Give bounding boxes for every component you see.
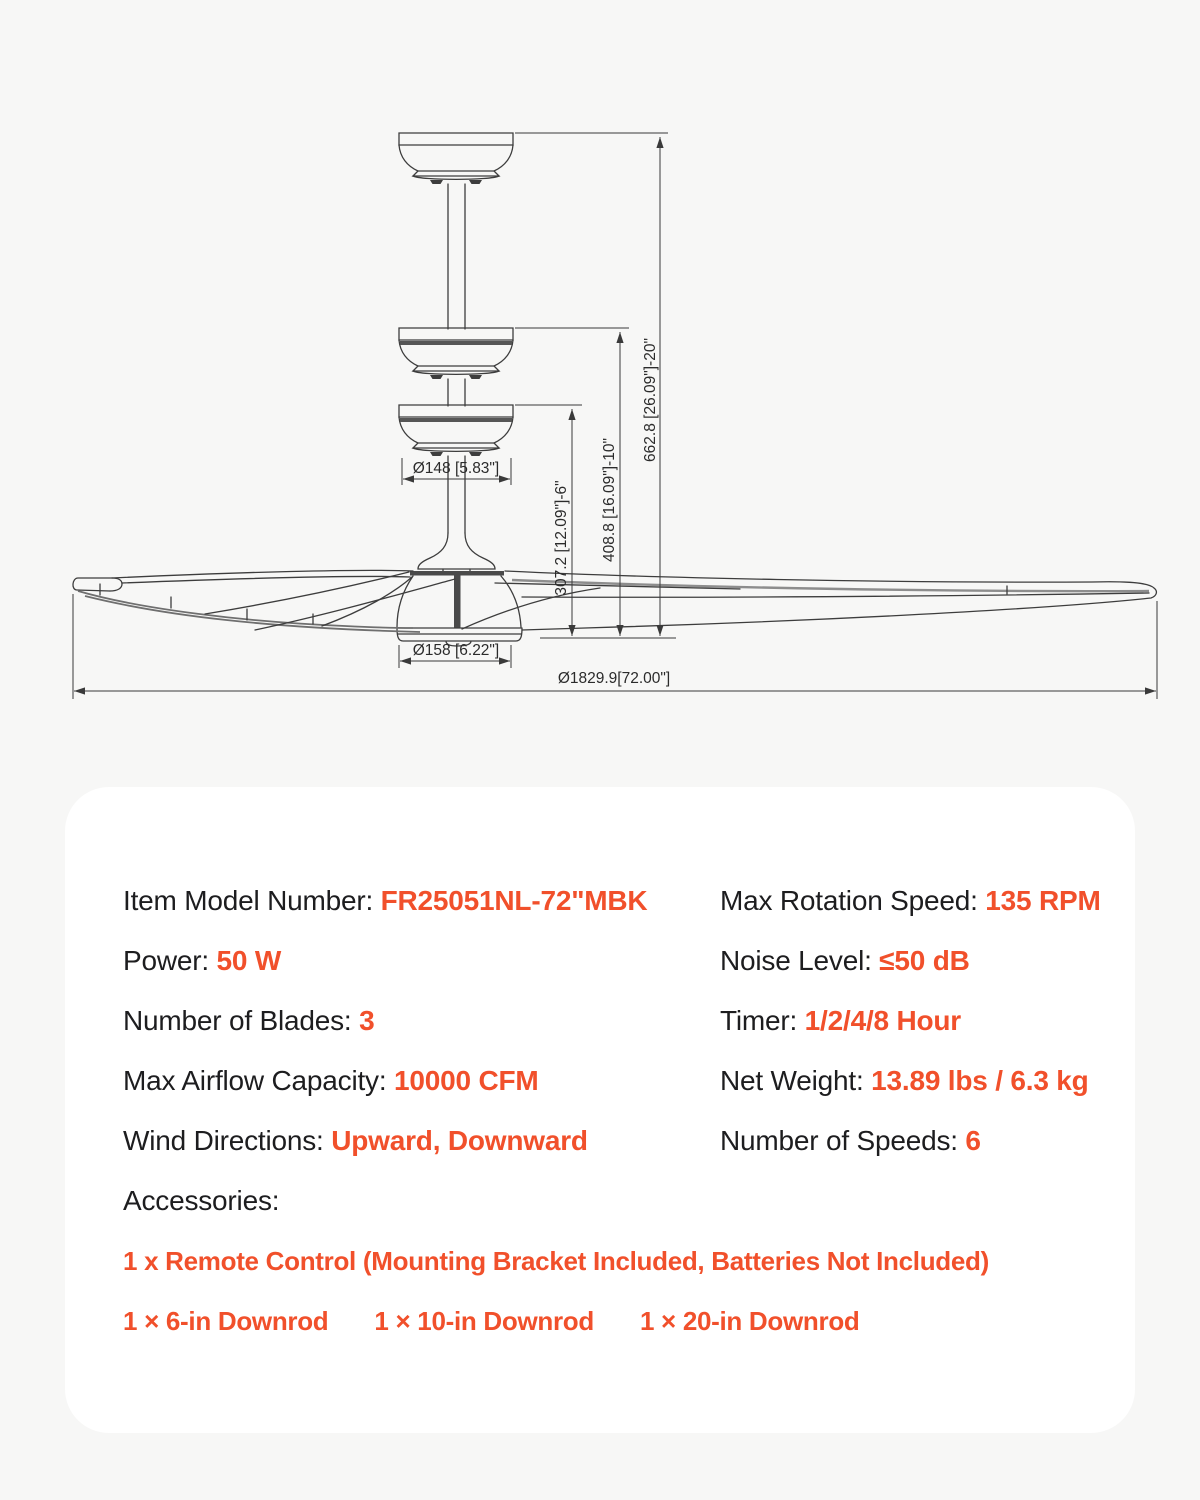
spec-value: ≤50 dB: [879, 945, 970, 976]
spec-row-3: [123, 991, 1135, 1051]
spec-label: Number of Blades:: [123, 1005, 360, 1036]
spec-row-4: [123, 1051, 1135, 1111]
spec-item-model-number: [123, 871, 720, 931]
spec-number-of-speeds: [720, 1111, 981, 1171]
spec-label: Noise Level:: [720, 945, 880, 976]
spec-power: [123, 931, 720, 991]
accessory-remote-text: 1 x Remote Control (Mounting Bracket Included, Batteries Not Included): [123, 1246, 989, 1276]
downrod-6in: 1 × 6-in Downrod: [123, 1306, 329, 1336]
spec-accessory-remote: [123, 1231, 1135, 1291]
spec-timer: [720, 991, 961, 1051]
spec-wind-directions: [123, 1111, 720, 1171]
downrod-10in: 1 × 10-in Downrod: [374, 1306, 594, 1336]
spec-value: 3: [359, 1005, 375, 1036]
downrod-coupler-10in: [399, 405, 513, 456]
height-6in-label: 307.2 [12.09"]-6": [553, 480, 570, 596]
spec-value: 6: [965, 1125, 981, 1156]
spec-max-airflow: [123, 1051, 720, 1111]
spec-row-1: [123, 871, 1135, 931]
downrod-coupler-20in: [399, 328, 513, 379]
spec-value: 1/2/4/8 Hour: [804, 1005, 962, 1036]
spec-accessory-downrods: [123, 1291, 1135, 1351]
spec-panel: [65, 787, 1135, 1433]
spec-label: Max Rotation Speed:: [720, 885, 986, 916]
downrod: [448, 184, 465, 533]
fan-blades: [73, 570, 1156, 632]
ceiling-canopy: [399, 133, 513, 184]
downrod-20in: 1 × 20-in Downrod: [639, 1306, 860, 1336]
height-10in-label: 408.8 [16.09"]-10": [601, 438, 618, 562]
spec-value: 13.89 lbs / 6.3 kg: [871, 1065, 1089, 1096]
spec-noise-level: [720, 931, 970, 991]
spec-value: 135 RPM: [985, 885, 1101, 916]
spec-label: Timer:: [720, 1005, 805, 1036]
spec-value: Upward, Downward: [331, 1125, 588, 1156]
spec-row-2: [123, 931, 1135, 991]
canopy-diameter-label: Ø148 [5.83"]: [412, 460, 500, 477]
spec-number-of-blades: [123, 991, 720, 1051]
spec-label: Number of Speeds:: [720, 1125, 966, 1156]
spec-net-weight: [720, 1051, 1089, 1111]
spec-label: Power:: [123, 945, 217, 976]
spec-value: 10000 CFM: [394, 1065, 539, 1096]
spec-value: 50 W: [216, 945, 282, 976]
spec-label: Max Airflow Capacity:: [123, 1065, 395, 1096]
spec-rows: [65, 787, 1135, 1351]
spec-value: FR25051NL-72"MBK: [380, 885, 648, 916]
blade-sweep-label: Ø1829.9[72.00"]: [557, 670, 671, 687]
spec-label: Item Model Number:: [123, 885, 381, 916]
spec-max-rotation-speed: [720, 871, 1101, 931]
spec-row-5: [123, 1111, 1135, 1171]
base-diameter-label: Ø158 [6.22"]: [412, 642, 500, 659]
spec-accessories-heading: [123, 1171, 1135, 1231]
height-20in-label: 662.8 [26.09"]-20": [642, 338, 659, 462]
motor-hub: [397, 571, 521, 628]
motor-bell-mount: [418, 533, 495, 573]
spec-label: Wind Directions:: [123, 1125, 332, 1156]
extension-lines: [73, 133, 1157, 699]
accessories-label: Accessories:: [123, 1185, 280, 1216]
spec-label: Net Weight:: [720, 1065, 872, 1096]
